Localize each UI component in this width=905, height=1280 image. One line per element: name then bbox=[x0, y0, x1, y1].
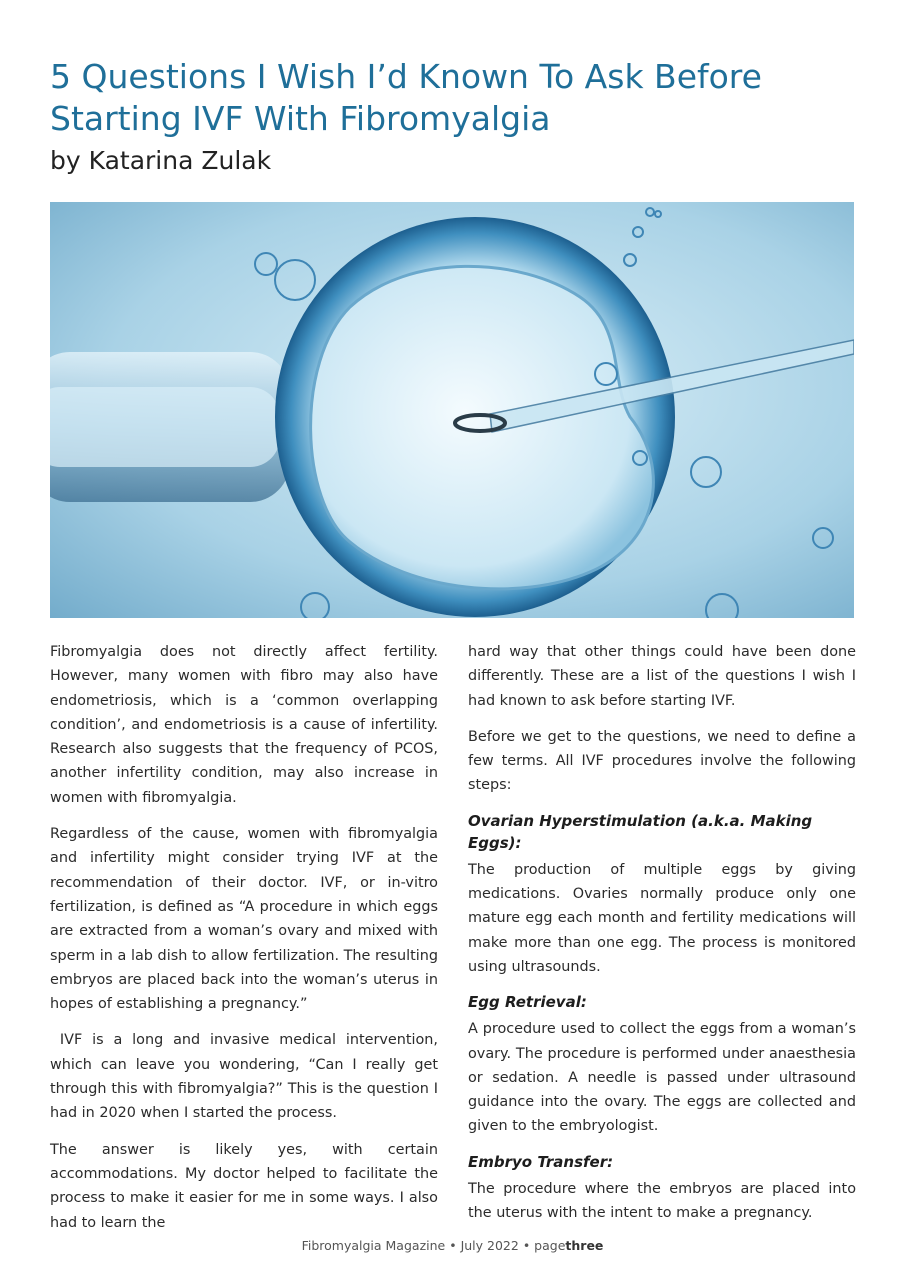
term-definition: The procedure where the embryos are placed into the uterus with the intent to make a pregnancy. bbox=[468, 1180, 856, 1222]
hero-image-ivf-egg bbox=[50, 202, 854, 618]
paragraph: Before we get to the questions, we need to define a few terms. All IVF procedures involve the following steps: bbox=[468, 728, 856, 794]
term-heading-ovarian-hyperstimulation: Ovarian Hyperstimulation (a.k.a. Making Eggs): bbox=[468, 811, 813, 852]
footer-page-prefix: page bbox=[534, 1238, 566, 1253]
left-column bbox=[50, 640, 443, 1247]
term-definition: The production of multiple eggs by giving medications. Ovaries normally produce only one mature egg each month and fertility medications will make more than one egg. The process is monitored using ultrasounds. bbox=[468, 861, 856, 975]
page-footer: Fibromyalgia Magazine • July 2022 • pagethree bbox=[301, 1238, 604, 1253]
byline: by Katarina Zulak bbox=[50, 146, 272, 175]
footer-date: July 2022 bbox=[460, 1238, 519, 1253]
term-definition: A procedure used to collect the eggs from a woman’s ovary. The procedure is performed under anaesthesia or sedation. A needle is passed under ultrasound guidance into the ovary. The eggs are collected and given to the embryologist. bbox=[468, 1021, 856, 1135]
holding-pipette bbox=[50, 352, 290, 502]
term-heading-egg-retrieval: Egg Retrieval: bbox=[468, 993, 587, 1012]
paragraph: hard way that other things could have been done differently. These are a list of the questions I wish I had known to ask before starting IVF. bbox=[468, 644, 856, 709]
paragraph: Regardless of the cause, women with fibromyalgia and infertility might consider trying IVF at the recommendation of their doctor. IVF, or in-vitro fertilization, is defined as “A procedure in which eggs are extracted from a woman’s ovary and mixed with sperm in a lab dish to allow fertilization. The resulting embryos are placed back into the woman’s uterus in hopes of establishing a pregnancy.” bbox=[50, 826, 438, 1013]
right-column bbox=[468, 640, 856, 1237]
article-title: 5 Questions I Wish I’d Known To Ask Before Starting IVF With Fibromyalgia bbox=[50, 57, 762, 138]
footer-page-word: three bbox=[565, 1238, 604, 1253]
term-heading-embryo-transfer: Embryo Transfer: bbox=[468, 1152, 614, 1171]
paragraph: IVF is a long and invasive medical intervention, which can leave you wondering, “Can I really get through this with fibromyalgia?” This is the question I had in 2020 when I started the process. bbox=[50, 1032, 443, 1122]
paragraph: The answer is likely yes, with certain accommodations. My doctor helped to facilitate the process to make it easier for me in some ways. I also had to learn the bbox=[50, 1141, 438, 1231]
paragraph: Fibromyalgia does not directly affect fertility. However, many women with fibro may also have endometriosis, which is a ‘common overlapping condition’, and endometriosis is a cause of infertility. Research also suggests that the frequency of PCOS, another infertility condition, may also increase in women with fibromyalgia. bbox=[50, 644, 438, 806]
footer-publication: Fibromyalgia Magazine bbox=[301, 1238, 446, 1253]
